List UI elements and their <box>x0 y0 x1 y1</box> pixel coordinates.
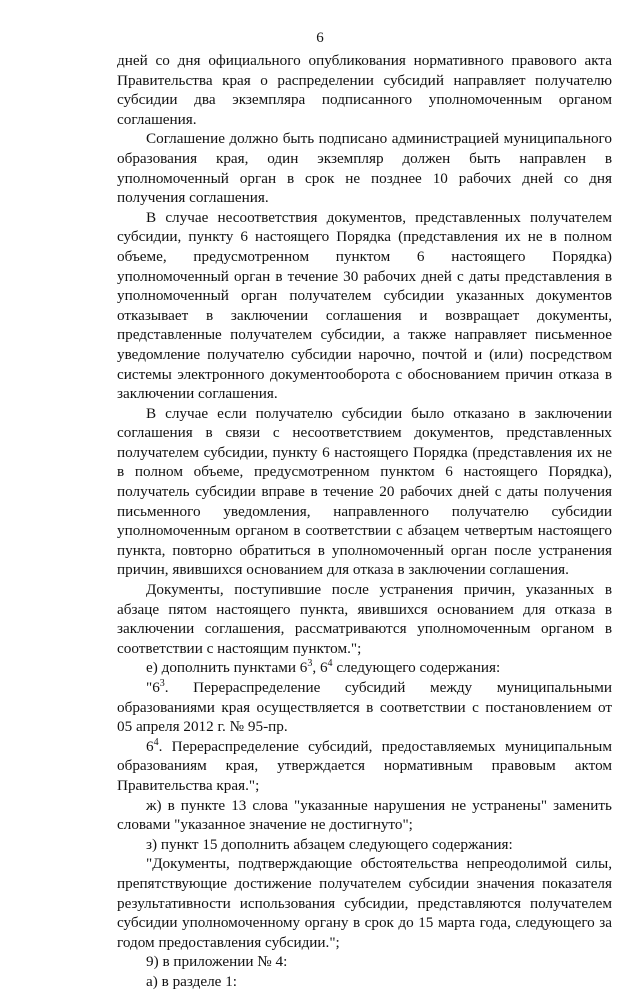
page-number: 6 <box>316 30 324 46</box>
item-e-sup1: 3 <box>307 658 313 670</box>
item-zh: ж) в пункте 13 слова "указанные нарушения не устранены" заменить словами "указанное значение не достигнуто"; <box>117 796 612 834</box>
item-z: з) пункт 15 дополнить абзацем следующего содержания: <box>146 835 513 853</box>
item-e-mid: , 6 <box>312 659 328 677</box>
item-e-after: следующего содержания: <box>332 659 501 677</box>
item-e-before: е) дополнить пунктами 6 <box>146 659 308 677</box>
paragraph-agreement-signing: Соглашение должно быть подписано администрацией муниципального образования края, один экземпляр должен быть направлен в уполномоченный орган в срок не позднее 10 рабочих дней со дня получения соглашения. <box>117 130 612 207</box>
item-a-section-1: а) в разделе 1: <box>146 972 238 990</box>
paragraph-force-majeure: "Документы, подтверждающие обстоятельства непреодолимой силы, препятствующие достижение получателем субсидии значения показателя результативности использования субсидии, представляются получателем субсидии уполномоченному органу в срок до 15 марта года, следующего за годом предоставления субсидии."; <box>117 855 612 951</box>
paragraph-6-3 <box>117 678 612 737</box>
p63-prefix: "6 <box>146 679 160 696</box>
p64-prefix: 6 <box>146 737 154 755</box>
paragraph-continuation: дней со дня официального опубликования нормативного правового акта Правительства края о распределении субсидий направляет получателю субсидии два экземпляра подписанного уполномоченным органом соглашения. <box>117 52 612 128</box>
p64-sup: 4 <box>153 736 159 748</box>
item-9: 9) в приложении № 4: <box>146 953 288 971</box>
item-e <box>117 658 612 678</box>
paragraph-6-4 <box>117 737 612 796</box>
paragraph-document-mismatch: В случае несоответствия документов, представленных получателем субсидии, пункту 6 настоящего Порядка (представления их не в полном объеме, предусмотренном пунктом 6 настоящего Порядка) уполномоченный орган в течение 30 рабочих дней с даты представления в уполномоченный орган получателем субсидии указанных документов отказывает в заключении соглашения и возвращает документы, представленные получателем субсидии, а также направляет письменное уведомление получателю субсидии нарочно, почтой и (или) посредством системы электронного документооборота с обоснованием причин отказа в заключении соглашения. <box>117 208 612 403</box>
document-body <box>117 51 612 992</box>
item-e-sup2: 4 <box>327 658 333 670</box>
p64-text: . Перераспределение субсидий, предоставляемых муниципальным образованиям края, утверждается нормативным правовым актом Правительства края."; <box>117 737 612 794</box>
paragraph-documents-after-fix: Документы, поступившие после устранения причин, указанных в абзаце пятом настоящего пункта, явившихся основанием для отказа в заключении соглашения, рассматриваются уполномоченным органом в соответствии с настоящим пунктом."; <box>117 581 612 657</box>
p63-text: . Перераспределение субсидий между муниципальными образованиями края осуществляется в соответствии с постановлением от 05 апреля 2012 г. № 95-пр. <box>117 679 612 736</box>
paragraph-refusal-reapply: В случае если получателю субсидии было отказано в заключении соглашения в связи с несоответствием документов, представленных получателем субсидии, пункту 6 настоящего Порядка (представления их не в полном объеме, предусмотренном пунктом 6 настоящего Порядка), получатель субсидии вправе в течение 20 рабочих дней с даты получения письменного уведомления, направленного получателю субсидии уполномоченным органом в соответствии с абзацем четвертым настоящего пункта, повторно обратиться в уполномоченный орган после устранения причин, явившихся основанием для отказа в заключении соглашения. <box>117 404 612 579</box>
p63-sup: 3 <box>159 677 165 689</box>
